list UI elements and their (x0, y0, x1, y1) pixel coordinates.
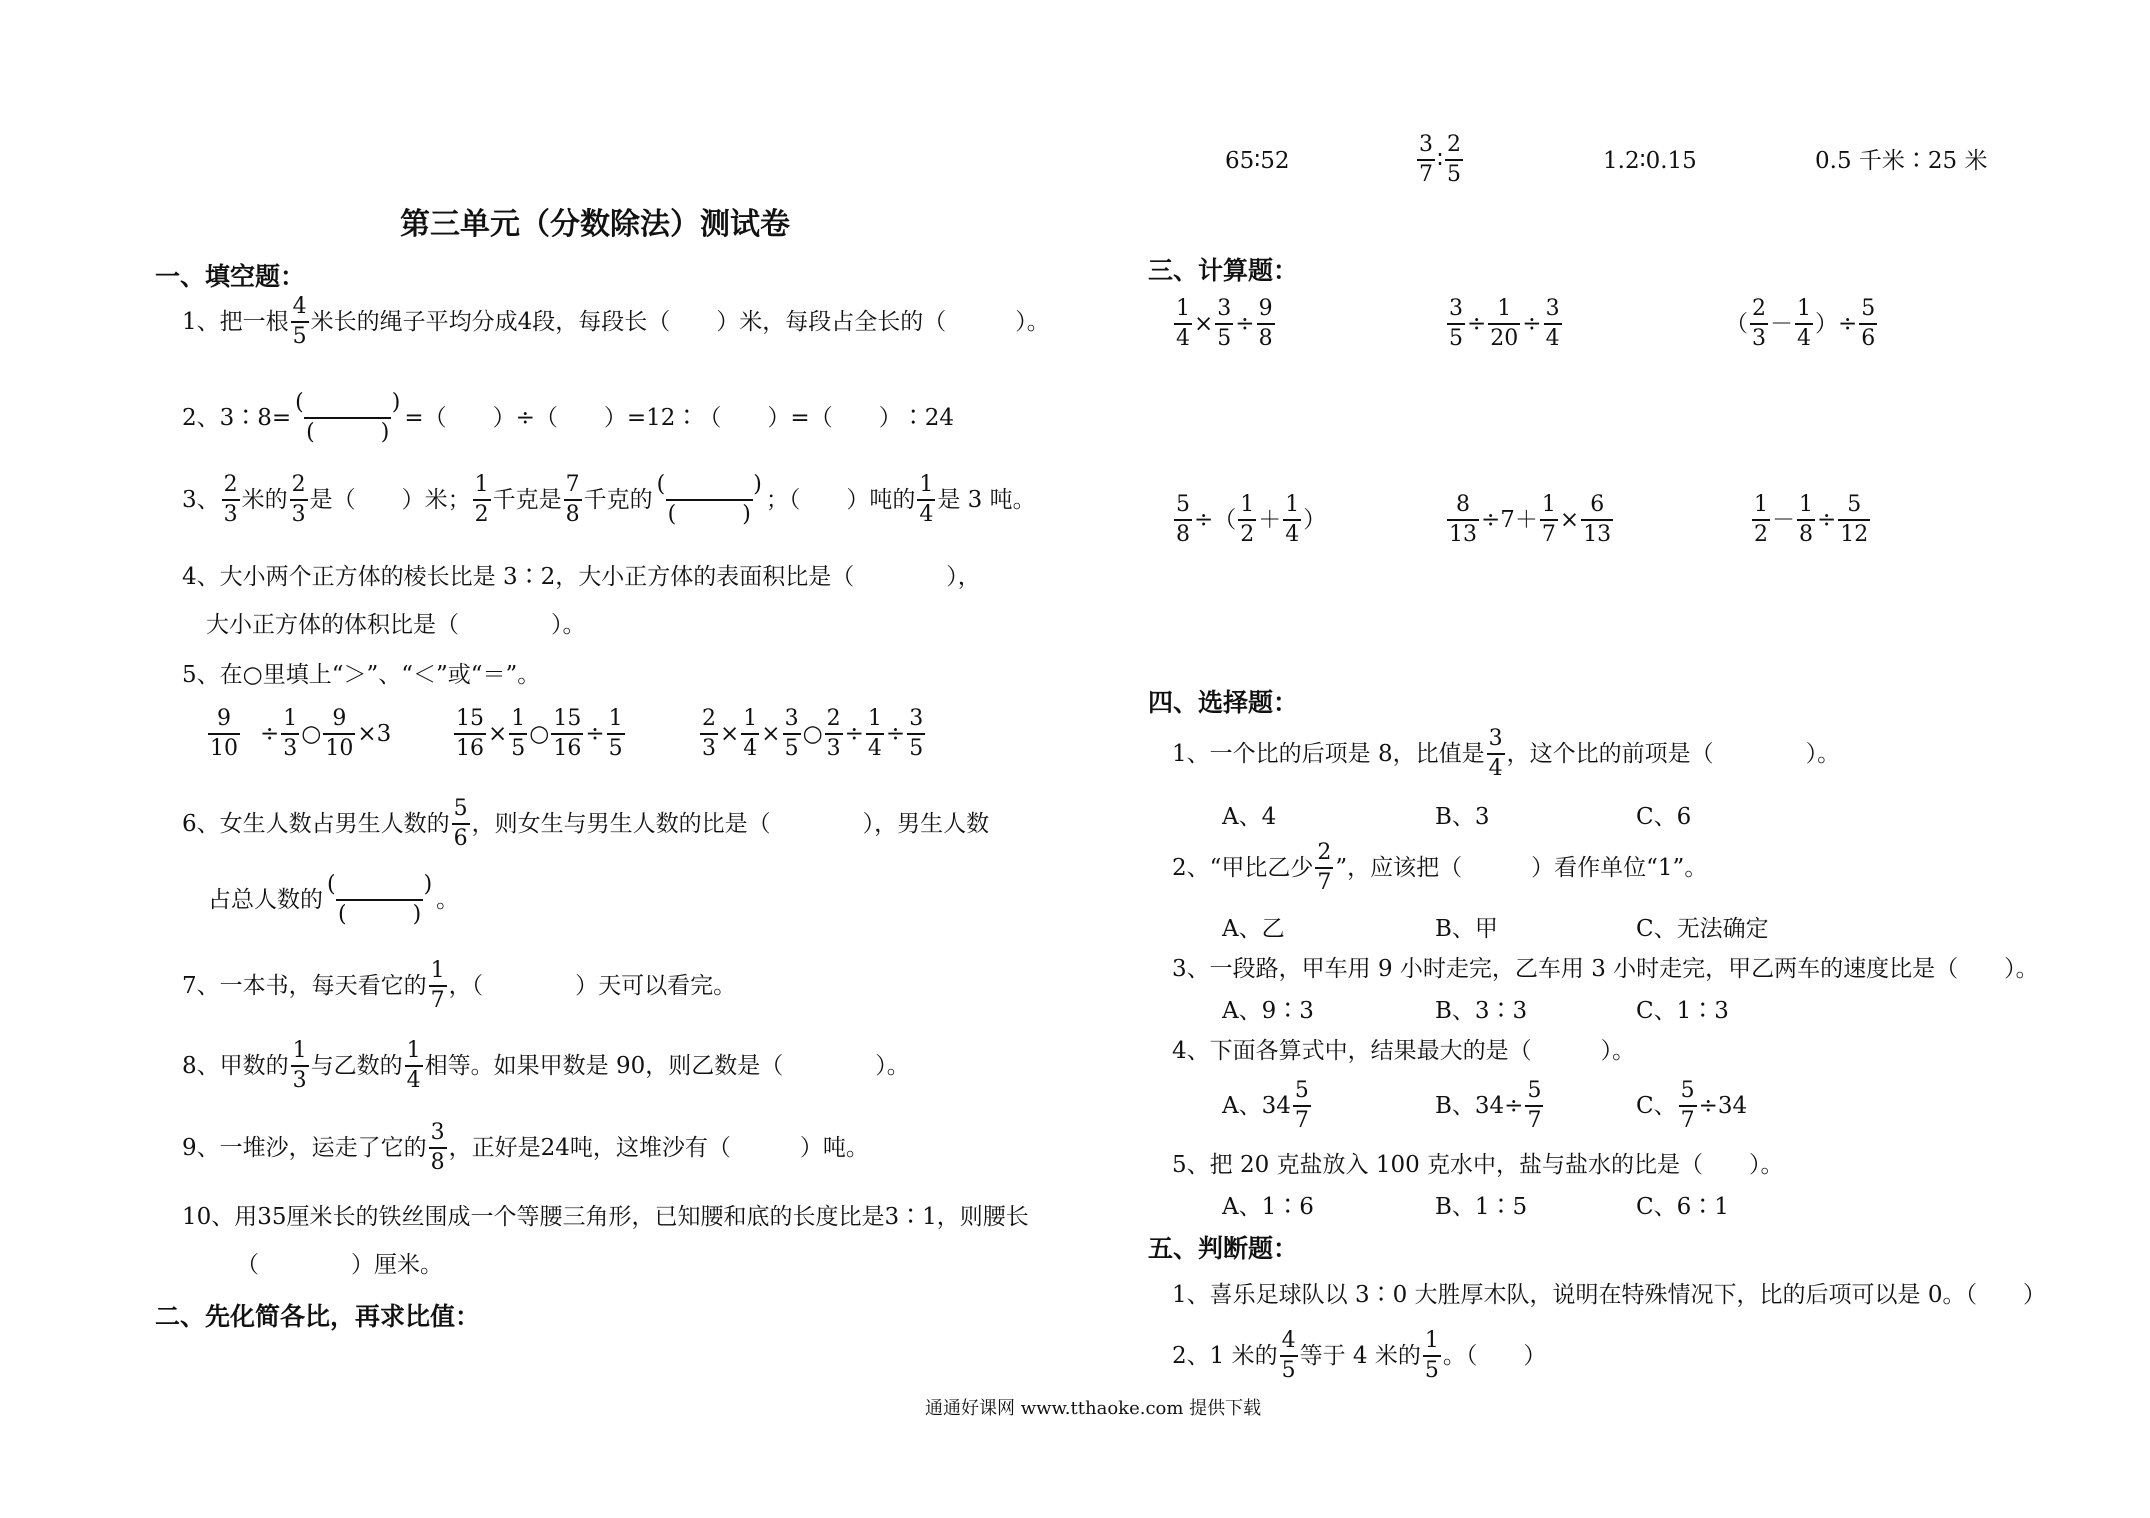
choice-q1-option-a: A、4 (1222, 804, 1277, 830)
section-simplify-ratio: 二、先化简各比，再求比值： (155, 1302, 481, 1331)
choice-q5: 5、把 20 克盐放入 100 克水中，盐与盐水的比是（ ）。 (1172, 1152, 1784, 1178)
ratio-4: 0.5 千米∶25 米 (1815, 148, 1988, 174)
fill-q3: 3、 $\frac{2}{3}$ 米的 $\frac{2}{3}$ 是（ ）米； $\frac{1}{2}$ 千克是 $\frac{7}{8}$ 千克的 $\frac{( )}{( )}$ ；（ ）吨的 $\frac{1}{4}$ 是 3 吨。 (182, 472, 1036, 527)
compare-circle: ○ (301, 720, 322, 747)
fill-q9: 9、一堆沙，运走了它的 $\frac{3}{8}$ ，正好是24吨，这堆沙有（ ）吨。 (182, 1120, 869, 1175)
choice-q1-option-c: C、6 (1636, 804, 1692, 830)
choice-q5-option-b: B、1∶5 (1435, 1194, 1528, 1220)
choice-q5-option-a: A、1∶6 (1222, 1194, 1314, 1220)
calc-6: $\frac{1}{2}$ － $\frac{1}{8}$ ÷ $\frac{5}{12}$ (1754, 492, 1869, 547)
choice-q2: 2、“甲比乙少 $\frac{2}{7}$ ”，应该把（ ）看作单位“1”。 (1172, 840, 1708, 895)
choice-q4: 4、下面各算式中，结果最大的是（ ）。 (1172, 1038, 1636, 1064)
calc-4: $\frac{5}{8}$ ÷（ $\frac{1}{2}$ ＋ $\frac{1}{4}$ ） (1176, 492, 1327, 547)
ratio-2: $\frac{3}{7}$ ∶ $\frac{2}{5}$ (1419, 132, 1461, 187)
fill-q7: 7、一本书，每天看它的 $\frac{1}{7}$ ，（ ）天可以看完。 (182, 958, 737, 1013)
choice-q3-option-b: B、3∶3 (1435, 998, 1528, 1024)
text: =（ ）÷（ ）=12∶（ ）=（ ）∶24 (404, 404, 954, 431)
choice-q1-option-b: B、3 (1435, 804, 1490, 830)
fill-q5-compare-3: $\frac{2}{3}$ × $\frac{1}{4}$ × $\frac{3}{5}$ ○ $\frac{2}{3}$ ÷ $\frac{1}{4}$ ÷ $\frac{3}{5}$ (702, 706, 924, 761)
section-choice: 四、选择题： (1148, 688, 1299, 717)
blank-fraction: $\frac{( )}{( )}$ (295, 390, 401, 445)
choice-q3-option-a: A、9∶3 (1222, 998, 1314, 1024)
footer: 通通好课网 www.tthaoke.com 提供下载 (925, 1398, 1262, 1419)
choice-q4-option-a: A、34 $\frac{5}{7}$ (1222, 1078, 1309, 1133)
compare-circle: ○ (529, 720, 550, 747)
judge-q1: 1、喜乐足球队以 3∶0 大胜厚木队，说明在特殊情况下，比的后项可以是 0。（ ） (1172, 1282, 2046, 1308)
choice-q4-option-c: C、 $\frac{5}{7}$ ÷34 (1636, 1078, 1748, 1133)
calc-3: （ $\frac{2}{3}$ － $\frac{1}{4}$ ） ÷ $\frac{5}{6}$ (1725, 296, 1876, 351)
choice-q3: 3、一段路，甲车用 9 小时走完，乙车用 3 小时走完，甲乙两车的速度比是（ ）。 (1172, 956, 2039, 982)
calc-5: $\frac{8}{13}$ ÷7＋ $\frac{1}{7}$ × $\frac{6}{13}$ (1449, 492, 1612, 547)
fill-q10-line2: （ ）厘米。 (236, 1252, 443, 1278)
text: 米长的绳子平均分成4段，每段长（ ）米，每段占全长的（ ）。 (310, 308, 1050, 335)
fill-q5: 5、在○里填上“＞”、“＜”或“＝”。 (182, 662, 541, 688)
calc-1: $\frac{1}{4}$ × $\frac{3}{5}$ ÷ $\frac{9}{8}$ (1176, 296, 1273, 351)
choice-q3-option-c: C、1∶3 (1636, 998, 1729, 1024)
calc-2: $\frac{3}{5}$ ÷ $\frac{1}{20}$ ÷ $\frac{3}{4}$ (1449, 296, 1560, 351)
fill-q5-compare-1: $\frac{9}{10}$ ÷ $\frac{1}{3}$ ○ $\frac{9}{10}$ ×3 (210, 706, 392, 761)
text: 1、把一根 (182, 308, 289, 335)
fraction: $\frac{4}{5}$ (292, 294, 307, 349)
choice-q1: 1、一个比的后项是 8，比值是 $\frac{3}{4}$ ，这个比的前项是（ ）。 (1172, 726, 1841, 781)
fill-q5-compare-2: $\frac{15}{16}$ × $\frac{1}{5}$ ○ $\frac{15}{16}$ ÷ $\frac{1}{5}$ (456, 706, 623, 761)
choice-q2-option-a: A、乙 (1222, 916, 1285, 942)
section-calculate: 三、计算题： (1148, 256, 1299, 285)
choice-q4-option-b: B、34÷ $\frac{5}{7}$ (1435, 1078, 1542, 1133)
page-title: 第三单元（分数除法）测试卷 (400, 207, 790, 242)
fill-q8: 8、甲数的 $\frac{1}{3}$ 与乙数的 $\frac{1}{4}$ 相等。如果甲数是 90，则乙数是（ ）。 (182, 1038, 910, 1093)
text: 2、3∶8= (182, 404, 292, 431)
fill-q2 (182, 392, 954, 444)
fill-q10-line1: 10、用35厘米长的铁丝围成一个等腰三角形，已知腰和底的长度比是3∶1，则腰长 (182, 1204, 1029, 1230)
compare-circle: ○ (802, 720, 823, 747)
section-fill-blank: 一、填空题： (155, 262, 306, 291)
ratio-3: 1.2∶0.15 (1603, 148, 1697, 174)
fill-q6-line1: 6、女生人数占男生人数的 $\frac{5}{6}$ ，则女生与男生人数的比是（ ），男生人数 (182, 796, 990, 851)
fill-q4-line2: 大小正方体的体积比是（ ）。 (206, 612, 586, 638)
ratio-1: 65∶52 (1225, 148, 1290, 174)
judge-q2: 2、1 米的 $\frac{4}{5}$ 等于 4 米的 $\frac{1}{5}$ 。（ ） (1172, 1328, 1547, 1383)
section-judge: 五、判断题： (1148, 1234, 1299, 1263)
fill-q6-line2: 占总人数的 $\frac{( )}{( )}$ 。 (208, 872, 460, 927)
choice-q5-option-c: C、6∶1 (1636, 1194, 1729, 1220)
choice-q2-option-c: C、无法确定 (1636, 916, 1769, 942)
choice-q2-option-b: B、甲 (1435, 916, 1498, 942)
fill-q4-line1: 4、大小两个正方体的棱长比是 3∶2，大小正方体的表面积比是（ ）， (182, 564, 981, 590)
fill-q1 (182, 296, 1050, 348)
